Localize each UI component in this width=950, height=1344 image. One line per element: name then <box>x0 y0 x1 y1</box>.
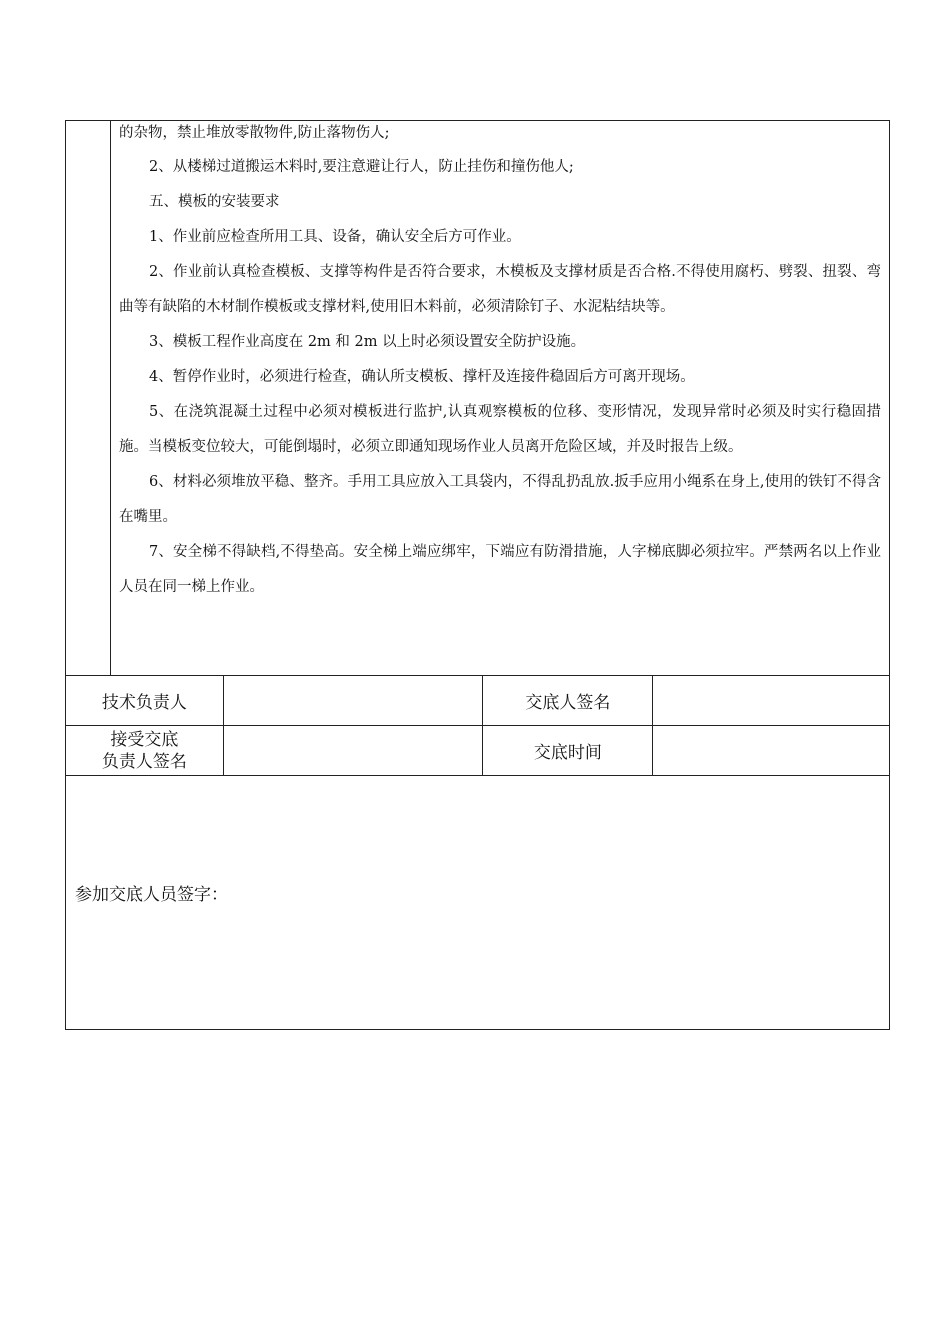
receiver-sign-label <box>66 726 224 776</box>
participants-label: 参加交底人员签字： <box>75 885 228 905</box>
signature-row <box>66 726 890 776</box>
receiver-label-line1: 接受交底 <box>110 729 179 750</box>
discloser-sign-label: 交底人签名 <box>483 676 653 726</box>
participants-signature-box[interactable] <box>65 774 890 1030</box>
paragraph: 5、在浇筑混凝土过程中必须对模板进行监护,认真观察模板的位移、变形情况，发现异常时必须及时实行稳固措施。当模板变位较大，可能倒塌时，必须立即通知现场作业人员离开危险区域，并及时报告上级。 <box>119 404 881 455</box>
tech-lead-field[interactable] <box>223 676 483 726</box>
section-heading: 五、模板的安装要求 <box>149 194 280 210</box>
paragraph: 1、作业前应检查所用工具、设备，确认安全后方可作业。 <box>149 229 521 245</box>
disclosure-time-label: 交底时间 <box>483 726 653 776</box>
paragraph: 的杂物，禁止堆放零散物件,防止落物伤人; <box>119 125 390 141</box>
paragraph: 4、暂停作业时，必须进行检查，确认所支模板、撑杆及连接件稳固后方可离开现场。 <box>149 369 695 385</box>
left-column <box>66 121 111 675</box>
paragraph: 2、作业前认真检查模板、支撑等构件是否符合要求，木模板及支撑材质是否合格.不得使用腐朽、劈裂、扭裂、弯曲等有缺陷的木材制作模板或支撑材料,使用旧木料前，必须清除钉子、水泥粘结块等。 <box>119 264 881 315</box>
signature-row <box>66 676 890 726</box>
disclosure-time-field[interactable] <box>653 726 890 776</box>
content-text <box>119 121 881 605</box>
receiver-sign-field[interactable] <box>223 726 483 776</box>
paragraph: 3、模板工程作业高度在 2m 和 2m 以上时必须设置安全防护设施。 <box>149 334 586 350</box>
paragraph: 7、安全梯不得缺档,不得垫高。安全梯上端应绑牢，下端应有防滑措施，人字梯底脚必须拉牢。严禁两名以上作业人员在同一梯上作业。 <box>119 544 881 595</box>
paragraph: 2、从楼梯过道搬运木料时,要注意避让行人，防止挂伤和撞伤他人; <box>149 159 574 175</box>
discloser-sign-field[interactable] <box>653 676 890 726</box>
paragraph: 6、材料必须堆放平稳、整齐。手用工具应放入工具袋内，不得乱扔乱放.扳手应用小绳系在身上,使用的铁钉不得含在嘴里。 <box>119 474 881 525</box>
tech-lead-label: 技术负责人 <box>66 676 224 726</box>
receiver-label-line2: 负责人签名 <box>101 751 187 772</box>
signature-table <box>65 675 890 776</box>
safety-content-box <box>65 120 890 676</box>
